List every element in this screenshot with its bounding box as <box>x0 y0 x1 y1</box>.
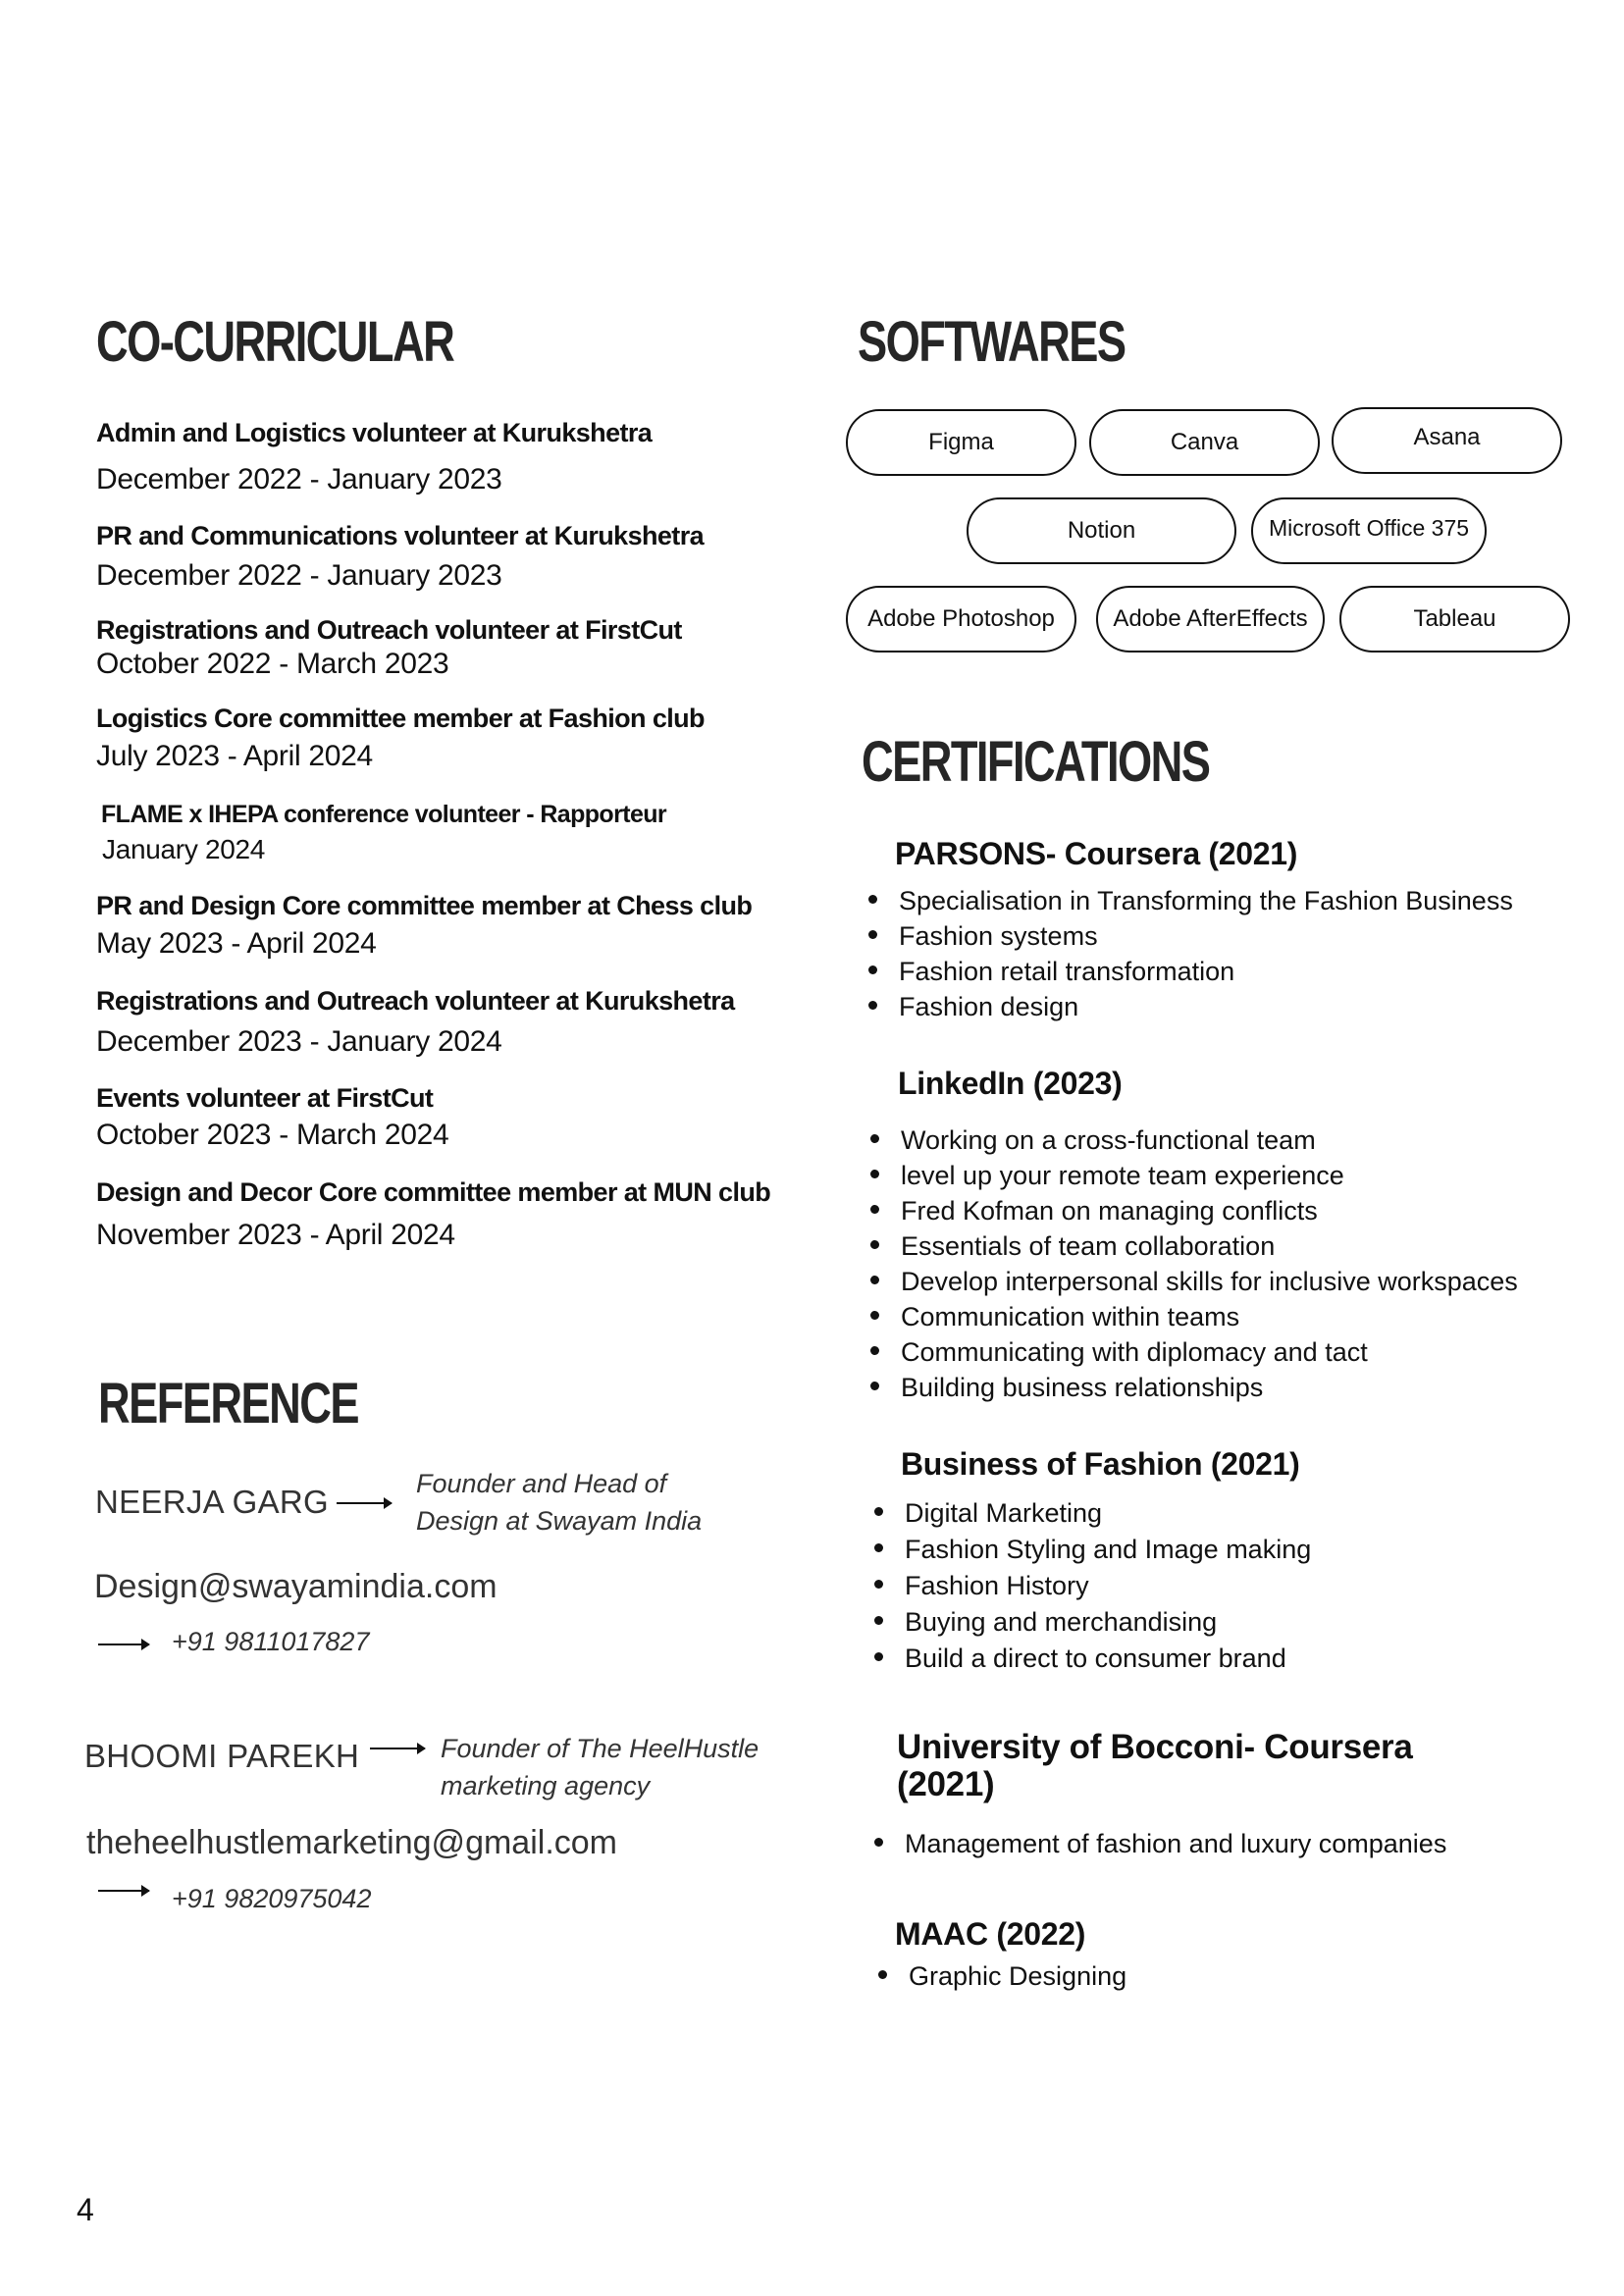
reference-email[interactable]: Design@swayamindia.com <box>94 1568 498 1605</box>
reference-name: BHOOMI PAREKH <box>84 1738 360 1774</box>
software-pill-adobe-aftereffects: Adobe AfterEffects <box>1096 586 1325 652</box>
certification-title-line: (2021) <box>897 1764 995 1803</box>
reference-role-line: Design at Swayam India <box>416 1506 703 1537</box>
cocurricular-item-date: January 2024 <box>102 834 266 864</box>
bullet-icon <box>870 1170 879 1178</box>
certification-item: Essentials of team collaboration <box>870 1233 1275 1260</box>
software-pill-canva: Canva <box>1089 409 1320 476</box>
page-number: 4 <box>77 2192 94 2227</box>
cocurricular-item-date: December 2022 - January 2023 <box>96 463 502 496</box>
software-pill-tableau: Tableau <box>1339 586 1570 652</box>
software-pill-microsoft-office: Microsoft Office 375 <box>1251 497 1487 564</box>
arrow-right-icon <box>98 1890 149 1892</box>
certification-item: Fred Kofman on managing conflicts <box>870 1198 1318 1225</box>
bullet-icon <box>870 1276 879 1284</box>
reference-role-line: Founder of The HeelHustle <box>441 1734 760 1763</box>
arrow-right-icon <box>98 1644 149 1645</box>
certification-item: Specialisation in Transforming the Fashion Business <box>868 888 1513 914</box>
software-pill-asana: Asana <box>1332 407 1562 474</box>
bullet-icon <box>868 1001 877 1010</box>
bullet-icon <box>870 1311 879 1320</box>
bullet-icon <box>874 1507 883 1516</box>
certification-item: Building business relationships <box>870 1375 1263 1401</box>
bullet-icon <box>868 930 877 939</box>
bullet-icon <box>874 1543 883 1552</box>
cocurricular-item-title: PR and Design Core committee member at Chess club <box>96 891 753 920</box>
bullet-icon <box>868 895 877 904</box>
cocurricular-item-title: Events volunteer at FirstCut <box>96 1083 434 1113</box>
certification-item: Communication within teams <box>870 1304 1239 1331</box>
cocurricular-item-date: May 2023 - April 2024 <box>96 927 377 960</box>
certification-item: Communicating with diplomacy and tact <box>870 1339 1368 1366</box>
reference-role-line: marketing agency <box>441 1771 651 1801</box>
bullet-icon <box>870 1240 879 1249</box>
cocurricular-item-date: October 2023 - March 2024 <box>96 1119 449 1151</box>
software-pill-notion: Notion <box>967 497 1236 564</box>
bullet-icon <box>870 1346 879 1355</box>
certification-title-line: University of Bocconi- Coursera <box>897 1728 1413 1766</box>
software-pill-figma: Figma <box>846 409 1076 476</box>
bullet-icon <box>874 1616 883 1625</box>
cocurricular-item-date: November 2023 - April 2024 <box>96 1219 455 1251</box>
bullet-icon <box>868 965 877 974</box>
reference-heading: REFERENCE <box>98 1372 358 1435</box>
cocurricular-item-date: December 2022 - January 2023 <box>96 559 502 592</box>
certification-item: Fashion systems <box>868 923 1098 950</box>
bullet-icon <box>874 1652 883 1661</box>
softwares-heading: SOFTWARES <box>858 310 1126 374</box>
cocurricular-item-date: July 2023 - April 2024 <box>96 740 373 772</box>
reference-phone[interactable]: +91 9820975042 <box>172 1884 372 1913</box>
cocurricular-item-title: Admin and Logistics volunteer at Kurukshetra <box>96 418 653 447</box>
certification-item: Management of fashion and luxury companies <box>874 1831 1446 1857</box>
bullet-icon <box>870 1134 879 1143</box>
cocurricular-item-title: Design and Decor Core committee member at MUN club <box>96 1177 771 1207</box>
cocurricular-item-title: Registrations and Outreach volunteer at FirstCut <box>96 615 682 645</box>
bullet-icon <box>878 1970 887 1979</box>
bullet-icon <box>874 1580 883 1589</box>
certification-item: Fashion History <box>874 1573 1089 1599</box>
cocurricular-item-title: Logistics Core committee member at Fashion club <box>96 704 705 733</box>
reference-role-line: Founder and Head of <box>416 1469 667 1498</box>
bullet-icon <box>874 1838 883 1847</box>
cocurricular-heading: CO-CURRICULAR <box>96 310 454 374</box>
certification-title: Business of Fashion (2021) <box>901 1446 1300 1482</box>
reference-role <box>416 1465 730 1540</box>
software-pill-adobe-photoshop: Adobe Photoshop <box>846 586 1076 652</box>
arrow-right-icon <box>370 1748 425 1749</box>
certification-item: Fashion Styling and Image making <box>874 1537 1311 1563</box>
certification-title: MAAC (2022) <box>895 1916 1086 1952</box>
certification-title <box>897 1729 1413 1803</box>
certification-item: Develop interpersonal skills for inclusive workspaces <box>870 1269 1518 1295</box>
certification-title: LinkedIn (2023) <box>898 1066 1123 1101</box>
reference-role <box>441 1730 813 1805</box>
certification-item: Buying and merchandising <box>874 1609 1217 1636</box>
certifications-heading: CERTIFICATIONS <box>862 730 1210 794</box>
certification-item: Build a direct to consumer brand <box>874 1645 1286 1672</box>
certification-item: level up your remote team experience <box>870 1163 1344 1189</box>
bullet-icon <box>870 1205 879 1214</box>
arrow-right-icon <box>337 1502 392 1504</box>
certification-item: Fashion design <box>868 994 1078 1020</box>
cocurricular-item-title: FLAME x IHEPA conference volunteer - Rapporteur <box>101 801 667 828</box>
certification-title: PARSONS- Coursera (2021) <box>895 836 1298 871</box>
certification-item: Fashion retail transformation <box>868 959 1234 985</box>
cocurricular-item-date: December 2023 - January 2024 <box>96 1025 502 1058</box>
bullet-icon <box>870 1382 879 1390</box>
cocurricular-item-title: Registrations and Outreach volunteer at Kurukshetra <box>96 986 735 1016</box>
reference-email[interactable]: theheelhustlemarketing@gmail.com <box>86 1824 617 1861</box>
reference-name: NEERJA GARG <box>95 1484 330 1520</box>
certification-item: Digital Marketing <box>874 1500 1102 1527</box>
cocurricular-item-title: PR and Communications volunteer at Kurukshetra <box>96 521 705 550</box>
cocurricular-item-date: October 2022 - March 2023 <box>96 648 449 680</box>
reference-phone[interactable]: +91 9811017827 <box>172 1627 370 1656</box>
certification-item: Graphic Designing <box>878 1963 1126 1990</box>
certification-item: Working on a cross-functional team <box>870 1127 1316 1154</box>
